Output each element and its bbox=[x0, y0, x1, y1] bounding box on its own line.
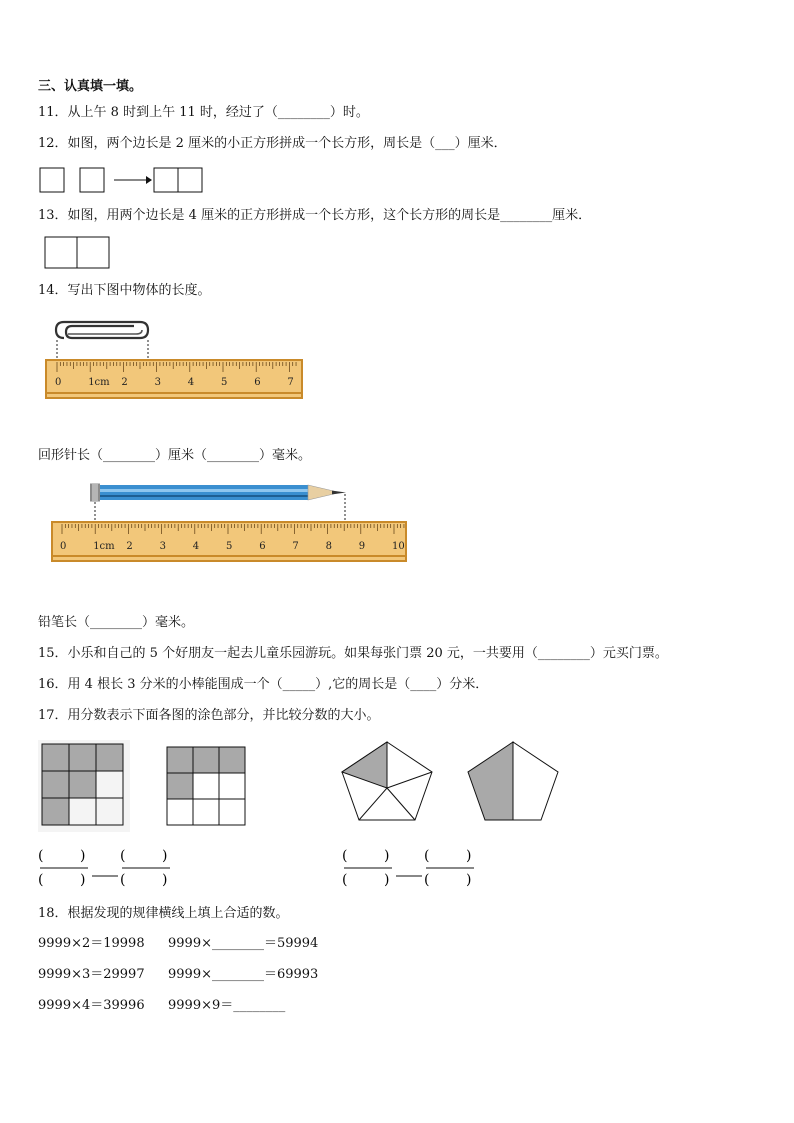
ruler-1-label: 1cm bbox=[88, 377, 110, 388]
question-11: 11．从上午 8 时到上午 11 时，经过了（________）时。 bbox=[38, 105, 369, 120]
ruler-2-label: 1cm bbox=[93, 541, 115, 552]
svg-text:(: ( bbox=[424, 872, 430, 888]
ruler-2-label: 10 bbox=[392, 541, 405, 552]
svg-text:): ) bbox=[384, 848, 390, 864]
paperclip-icon bbox=[56, 322, 148, 338]
svg-text:(: ( bbox=[120, 872, 126, 888]
svg-text:): ) bbox=[162, 872, 168, 888]
q18-row-3-left: 9999×4＝39996 bbox=[38, 998, 145, 1013]
q13-figure bbox=[44, 236, 114, 272]
q18-row-1-left: 9999×2＝19998 bbox=[38, 936, 145, 951]
grid-figure-2 bbox=[164, 744, 248, 828]
svg-text:): ) bbox=[80, 872, 86, 888]
ruler-1-label: 7 bbox=[287, 377, 294, 388]
ruler-1-label: 0 bbox=[55, 377, 62, 388]
ruler-1-label: 3 bbox=[154, 377, 161, 388]
question-13: 13．如图，用两个边长是 4 厘米的正方形拼成一个长方形，这个长方形的周长是________厘米． bbox=[38, 208, 592, 223]
small-square-1 bbox=[40, 168, 64, 192]
pentagon-figure-2 bbox=[466, 740, 560, 824]
svg-text:): ) bbox=[80, 848, 86, 864]
ruler-1-label: 4 bbox=[187, 377, 195, 388]
ruler-1-label: 5 bbox=[221, 377, 228, 388]
pencil-ruler-figure bbox=[50, 480, 410, 566]
q18-row-3-right: 9999×9＝________ bbox=[168, 998, 286, 1013]
svg-text:): ) bbox=[384, 872, 390, 888]
grid-figure-1 bbox=[38, 740, 130, 832]
question-12: 12．如图，两个边长是 2 厘米的小正方形拼成一个长方形，周长是（___）厘米． bbox=[38, 136, 507, 151]
arrow-head bbox=[146, 176, 152, 184]
fraction-pair-right bbox=[342, 846, 482, 894]
ruler-1-label: 6 bbox=[254, 377, 261, 388]
pentagon-figure-1 bbox=[340, 740, 434, 824]
ruler-2-label: 2 bbox=[126, 541, 133, 552]
q12-figure bbox=[38, 166, 218, 196]
small-square-2 bbox=[80, 168, 104, 192]
svg-text:): ) bbox=[466, 848, 472, 864]
q18-row-2-right: 9999×________＝69993 bbox=[168, 967, 319, 982]
question-14-pencil: 铅笔长（________）毫米。 bbox=[38, 615, 195, 630]
question-18: 18．根据发现的规律横线上填上合适的数。 bbox=[38, 906, 289, 921]
question-15: 15．小乐和自己的 5 个好朋友一起去儿童乐园游玩。如果每张门票 20 元，一共要用（________）元买门票。 bbox=[38, 646, 668, 661]
paperclip-ruler-figure bbox=[44, 312, 306, 402]
ruler-2-label: 5 bbox=[226, 541, 233, 552]
ruler-2-label: 0 bbox=[60, 541, 67, 552]
question-16: 16．用 4 根长 3 分米的小棒能围成一个（_____）,它的周长是（____）分米． bbox=[38, 677, 489, 692]
ruler-2-label: 3 bbox=[159, 541, 166, 552]
ruler-2-label: 8 bbox=[325, 541, 332, 552]
svg-text:(: ( bbox=[424, 848, 430, 864]
ruler-2-label: 6 bbox=[259, 541, 266, 552]
ruler-1-label: 2 bbox=[121, 377, 128, 388]
question-14-clip: 回形针长（________）厘米（________）毫米。 bbox=[38, 448, 312, 463]
svg-text:(: ( bbox=[342, 872, 348, 888]
fraction-pair-left bbox=[38, 846, 178, 894]
pencil-icon bbox=[90, 484, 346, 502]
fraction-blanks-left bbox=[38, 846, 178, 890]
q18-row-1-right: 9999×________＝59994 bbox=[168, 936, 319, 951]
fraction-blanks-right bbox=[342, 846, 482, 890]
ruler-2-label: 4 bbox=[192, 541, 200, 552]
svg-text:(: ( bbox=[38, 848, 44, 864]
ruler-2-label: 7 bbox=[292, 541, 299, 552]
svg-text:): ) bbox=[162, 848, 168, 864]
question-14: 14．写出下图中物体的长度。 bbox=[38, 283, 211, 298]
svg-text:(: ( bbox=[120, 848, 126, 864]
question-17: 17．用分数表示下面各图的涂色部分，并比较分数的大小。 bbox=[38, 708, 380, 723]
svg-text:(: ( bbox=[38, 872, 44, 888]
ruler-2-label: 9 bbox=[358, 541, 366, 552]
section-title: 三、认真填一填。 bbox=[38, 79, 143, 94]
svg-text:(: ( bbox=[342, 848, 348, 864]
q18-row-2-left: 9999×3＝29997 bbox=[38, 967, 145, 982]
svg-text:): ) bbox=[466, 872, 472, 888]
